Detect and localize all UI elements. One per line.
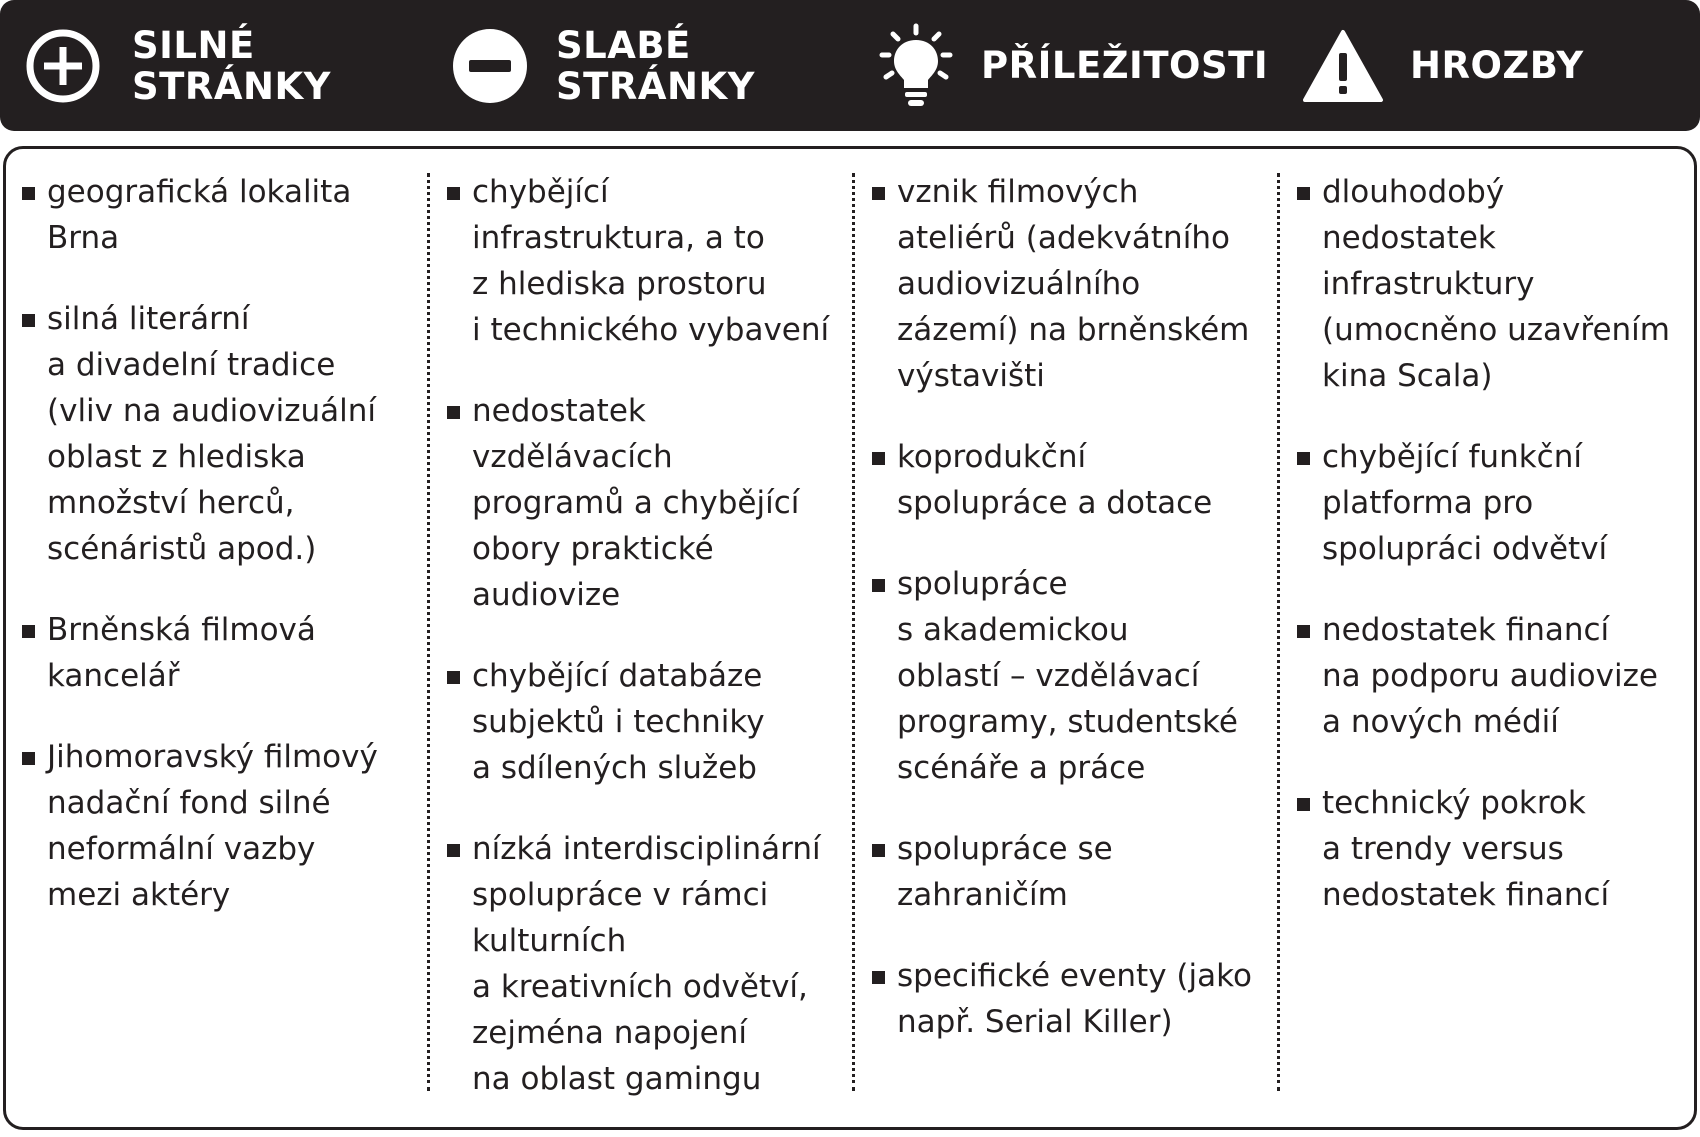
header-weaknesses (452, 0, 755, 131)
item-text: technický pokrok a trendy versus nedostatek financí (1322, 785, 1610, 913)
bullet-marker (872, 452, 885, 465)
bullet-marker (447, 406, 460, 419)
item-text: dlouhodobý nedostatek infrastruktury (umocněno uzavřením kina Scala) (1322, 174, 1670, 394)
list-item (1297, 169, 1697, 399)
item-text: nedostatek financí na podporu audiovize a nových médií (1322, 612, 1658, 740)
list-item (22, 607, 422, 699)
header-title-opportunities: PŘÍLEŽITOSTI (981, 44, 1269, 87)
item-text: chybějící funkční platforma pro spolupráci odvětví (1322, 439, 1608, 567)
lightbulb-icon (876, 22, 956, 110)
list-item (872, 434, 1272, 526)
column-threats (1297, 169, 1697, 953)
column-divider (427, 173, 430, 1091)
header-title-threats: HROZBY (1410, 44, 1584, 87)
item-text: geografická lokalita Brna (47, 174, 352, 256)
bullet-marker (447, 187, 460, 200)
bullet-marker (1297, 452, 1310, 465)
swot-header (0, 0, 1700, 131)
list-item (1297, 434, 1697, 572)
bullet-marker (22, 752, 35, 765)
list-item (22, 734, 422, 918)
item-text: chybějící databáze subjektů i techniky a sdílených služeb (472, 658, 765, 786)
bullet-marker (1297, 625, 1310, 638)
column-divider (852, 173, 855, 1091)
list-item (447, 388, 847, 618)
bullet-marker (447, 671, 460, 684)
item-text: Brněnská filmová kancelář (47, 612, 316, 694)
list-item (447, 169, 847, 353)
bullet-marker (22, 625, 35, 638)
list-item (1297, 607, 1697, 745)
column-weaknesses (447, 169, 847, 1137)
bullet-marker (872, 971, 885, 984)
header-strengths (24, 0, 331, 131)
list-item (872, 169, 1272, 399)
item-text: Jihomoravský filmový nadační fond silné neformální vazby mezi aktéry (47, 739, 378, 913)
header-opportunities (876, 0, 1268, 131)
minus-circle-icon (452, 28, 528, 104)
list-item (872, 826, 1272, 918)
item-text: spolupráce s akademickou oblastí – vzdělávací programy, studentské scénáře a práce (897, 566, 1238, 786)
header-title-weaknesses: SLABÉ STRÁNKY (556, 23, 755, 108)
item-text: specifické eventy (jako např. Serial Killer) (897, 958, 1252, 1040)
bullet-marker (872, 187, 885, 200)
column-strengths (22, 169, 422, 953)
column-divider (1277, 173, 1280, 1091)
column-opportunities (872, 169, 1272, 1080)
list-item (1297, 780, 1697, 918)
item-text: nízká interdisciplinární spolupráce v rámci kulturních a kreativních odvětví, zejména napojení na oblast gamingu (472, 831, 821, 1097)
list-item (447, 826, 847, 1102)
bullet-marker (872, 579, 885, 592)
item-text: vznik filmových ateliérů (adekvátního audiovizuálního zázemí) na brněnském výstavišti (897, 174, 1250, 394)
plus-circle-icon (24, 27, 102, 105)
list-item (447, 653, 847, 791)
list-item (872, 953, 1272, 1045)
bullet-marker (872, 844, 885, 857)
list-item (22, 169, 422, 261)
item-text: nedostatek vzdělávacích programů a chybějící obory praktické audiovize (472, 393, 800, 613)
item-text: spolupráce se zahraničím (897, 831, 1113, 913)
bullet-marker (1297, 187, 1310, 200)
warning-triangle-icon (1302, 29, 1384, 103)
item-text: koprodukční spolupráce a dotace (897, 439, 1213, 521)
header-title-strengths: SILNÉ STRÁNKY (132, 23, 331, 108)
bullet-marker (22, 187, 35, 200)
list-item (22, 296, 422, 572)
bullet-marker (447, 844, 460, 857)
item-text: chybějící infrastruktura, a to z hlediska prostoru i technického vybavení (472, 174, 830, 348)
bullet-marker (1297, 798, 1310, 811)
list-item (872, 561, 1272, 791)
header-threats (1302, 0, 1584, 131)
item-text: silná literární a divadelní tradice (vliv na audiovizuální oblast z hlediska množství herců, scénáristů apod.) (47, 301, 377, 567)
swot-content-panel (3, 146, 1697, 1130)
bullet-marker (22, 314, 35, 327)
